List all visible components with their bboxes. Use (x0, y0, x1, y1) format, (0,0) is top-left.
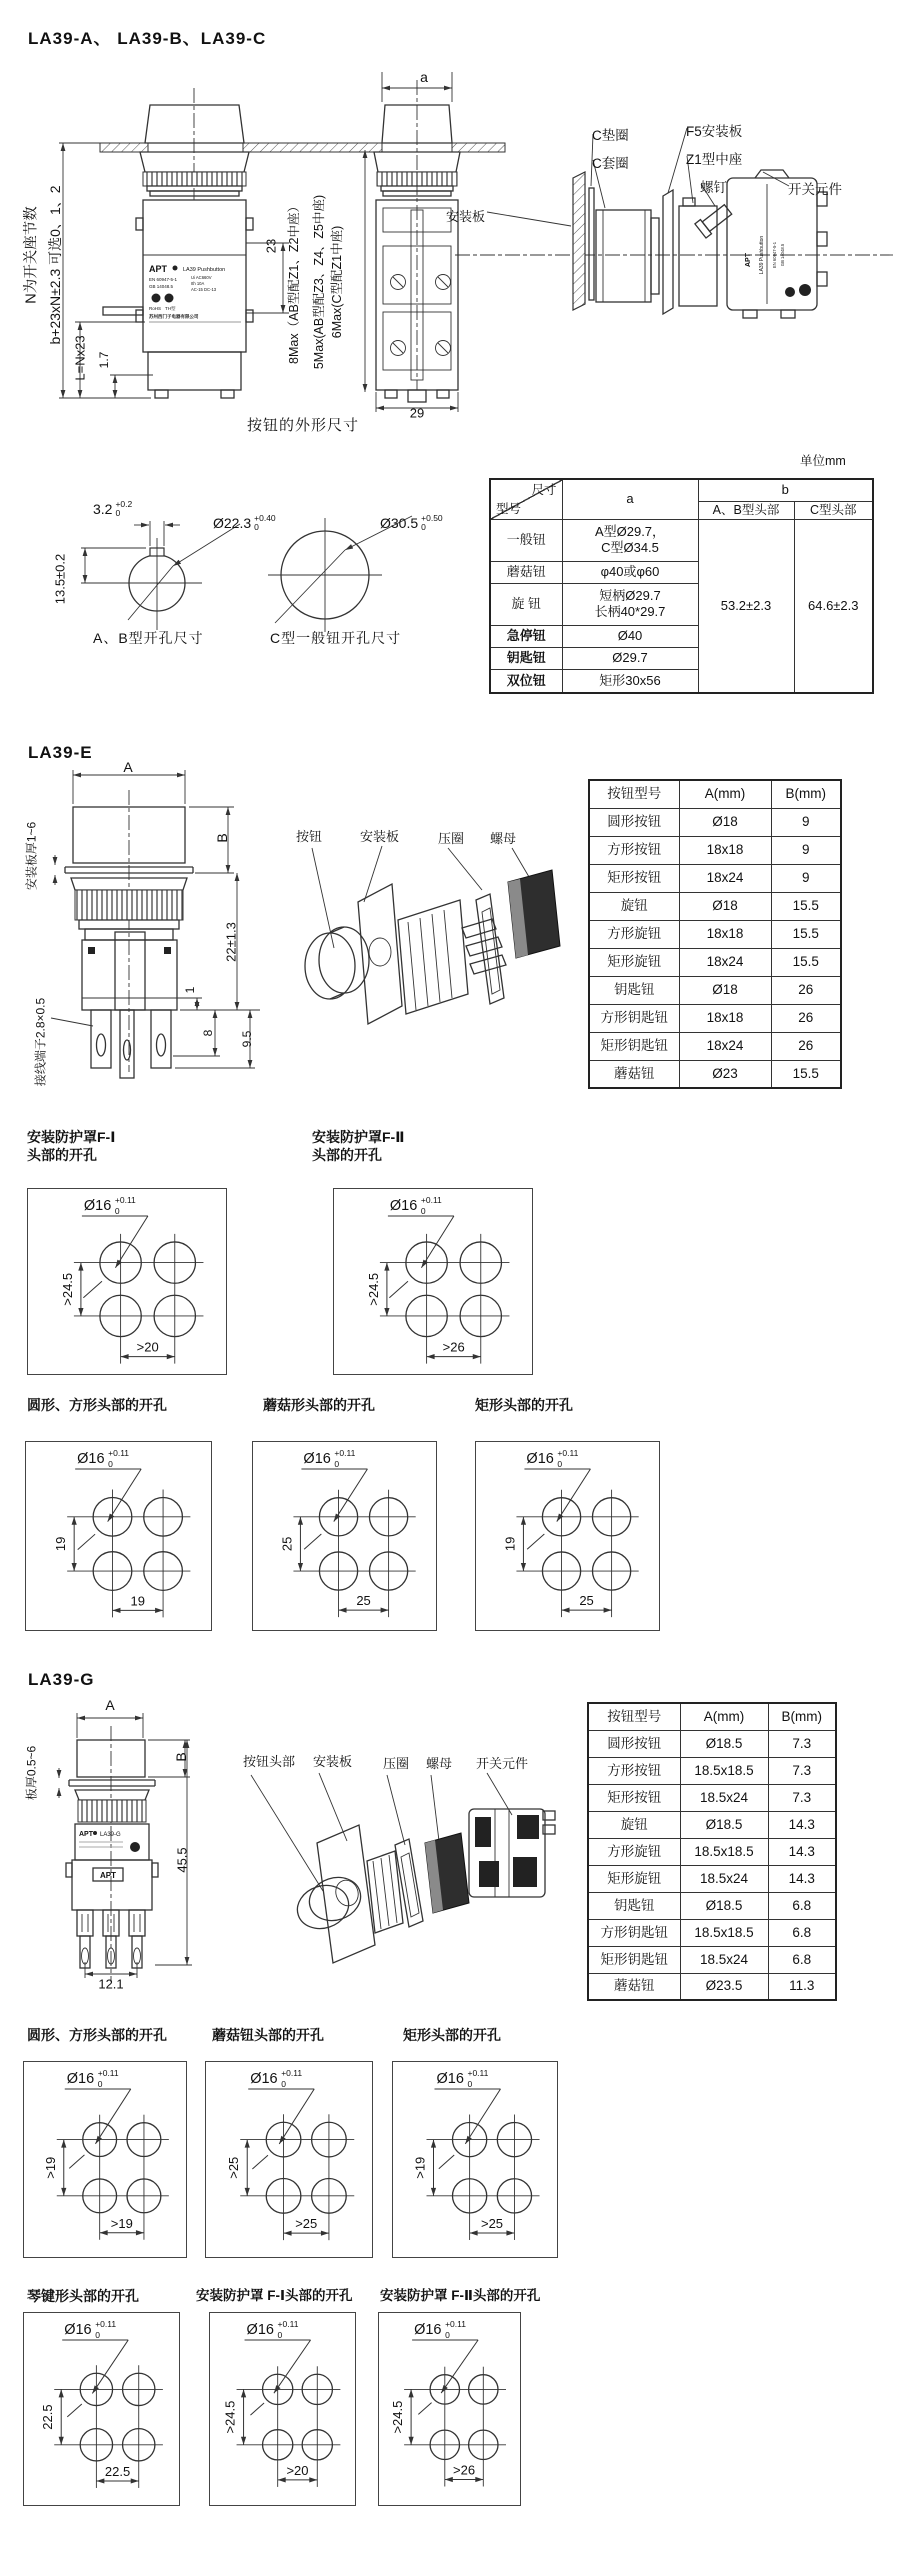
cell: Ø18 (679, 976, 771, 1004)
hole-ab-caption: A、B型开孔尺寸 (93, 630, 204, 646)
cell: 18x18 (679, 836, 771, 864)
drill-diameter-label: Ø16 (414, 2322, 442, 2338)
drill-diameter-label: Ø16 (389, 1198, 418, 1214)
drill-diagram (27, 1188, 227, 1375)
model-cell: 蘑菇钮 (490, 561, 562, 583)
table-row (589, 1004, 841, 1032)
dim-l-formula: L=Nx23 (72, 335, 88, 381)
a-cell: 短柄Ø29.7 长柄40*29.7 (562, 583, 698, 625)
cell: 旋钮 (589, 892, 679, 920)
cell: 7.3 (768, 1730, 836, 1757)
cell: 18.5x18.5 (680, 1919, 768, 1946)
drill-diameter-label: Ø16 (246, 2322, 274, 2338)
table-row (589, 948, 841, 976)
table-row (589, 836, 841, 864)
table-row (588, 1865, 836, 1892)
cell: 方形按钮 (588, 1757, 680, 1784)
drill-tolerance-bottom: 0 (334, 1459, 340, 1469)
abc-outline-drawing (15, 60, 900, 410)
cell: 15.5 (771, 948, 841, 976)
drill-vertical-dim: >24.5 (59, 1272, 75, 1306)
drill-vertical-dim: >19 (42, 2156, 58, 2179)
drill-diameter-label: Ø16 (66, 2071, 95, 2087)
e-label-button: 按钮 (296, 829, 323, 844)
cell: 14.3 (768, 1838, 836, 1865)
g-label-nut: 螺母 (426, 1756, 453, 1771)
cell: 18x24 (679, 1032, 771, 1060)
cell: Ø18 (679, 808, 771, 836)
corner-model-label: 型号 (496, 501, 522, 516)
drill-horizontal-dim: >20 (136, 1339, 159, 1355)
unit-note: 单位mm (800, 454, 846, 468)
col-header: A(mm) (679, 780, 771, 808)
model-cell: 钥匙钮 (490, 647, 562, 669)
drill-diameter-label: Ø16 (303, 1451, 331, 1467)
abc-dimension-table (489, 478, 874, 694)
e-label-plate: 安装板 (360, 829, 400, 844)
drill-tolerance-bottom: 0 (445, 2330, 450, 2340)
cell: 18x24 (679, 948, 771, 976)
switch-std1-marking: EN 60947-5-1 (772, 241, 777, 269)
drill-tolerance-top: +0.11 (277, 2319, 299, 2329)
e-label-nut: 螺母 (490, 831, 517, 846)
g-mid-marking: APT (100, 1871, 116, 1880)
cell: 26 (771, 976, 841, 1004)
cell: 18x18 (679, 920, 771, 948)
table-header-row (588, 1703, 836, 1730)
col-header-b1: A、B型头部 (698, 501, 794, 519)
drill-horizontal-dim: >20 (286, 2462, 309, 2478)
rating1-marking: Ui AC660V (191, 275, 212, 280)
drill-caption: 矩形头部的开孔 (403, 2027, 501, 2043)
e-exploded-drawing (290, 770, 600, 1040)
rohs-marking: RoHS (149, 306, 162, 311)
drill-diameter-label: Ø16 (77, 1451, 105, 1467)
rating2-marking: Ith 10A (191, 281, 205, 286)
cell: 26 (771, 1032, 841, 1060)
b1-value-cell: 53.2±2.3 (698, 519, 794, 693)
drill-tolerance-top: +0.11 (467, 2068, 489, 2078)
drill-horizontal-dim: 19 (130, 1593, 146, 1609)
drill-horizontal-dim: >26 (442, 1339, 465, 1355)
cell: 矩形钥匙钮 (588, 1946, 680, 1973)
drill-tolerance-top: +0.11 (445, 2319, 466, 2329)
cell: 钥匙钮 (588, 1892, 680, 1919)
g-model-marking: LA39-G (100, 1832, 121, 1838)
label-c-washer: C垫圈 (592, 128, 629, 143)
model-cell: 双位钮 (490, 669, 562, 693)
th-marking: TH型 (165, 306, 176, 311)
cell: Ø18.5 (680, 1811, 768, 1838)
corner-cell (490, 479, 562, 519)
drill-vertical-dim: >25 (226, 2156, 242, 2179)
drill-diagram (378, 2312, 521, 2506)
col-header: 按钮型号 (589, 780, 679, 808)
drill-tolerance-bottom: 0 (557, 1459, 563, 1469)
g-outline-drawing (15, 1700, 235, 1995)
drill-caption: 圆形、方形头部的开孔 (27, 2027, 167, 2043)
table-row (588, 1919, 836, 1946)
drill-diagram (209, 2312, 356, 2506)
table-row (589, 1060, 841, 1088)
e-dimension-table (588, 779, 842, 1089)
drill-diameter-label: Ø16 (64, 2322, 92, 2338)
drill-tolerance-top: +0.11 (281, 2068, 303, 2078)
label-switch-element: 开关元件 (788, 182, 842, 197)
dim-n-note: N为开关座节数 (23, 206, 40, 304)
drill-tolerance-top: +0.11 (334, 1448, 356, 1458)
e-dim-A: A (123, 759, 133, 775)
cell: 矩形按钮 (589, 864, 679, 892)
drill-vertical-dim: >24.5 (365, 1272, 381, 1306)
col-header-a: a (562, 479, 698, 519)
cell: 9 (771, 808, 841, 836)
cell: 方形旋钮 (589, 920, 679, 948)
section-title-abc: LA39-A、 LA39-B、LA39-C (28, 29, 267, 48)
drill-tolerance-top: +0.11 (97, 2068, 119, 2078)
drill-caption: 圆形、方形头部的开孔 (27, 1397, 167, 1413)
col-header: B(mm) (768, 1703, 836, 1730)
model-cell: 急停钮 (490, 625, 562, 647)
drill-caption: 蘑菇钮头部的开孔 (212, 2027, 324, 2043)
cell: Ø18 (679, 892, 771, 920)
e-label-ring: 压圈 (438, 831, 465, 846)
drill-vertical-dim: >24.5 (390, 2400, 406, 2434)
drill-caption: 安装防护罩 F-Ⅰ头部的开孔 (196, 2288, 353, 2303)
brand-marking: APT (149, 264, 167, 274)
e-dim-height: 22±1.3 (223, 922, 239, 962)
switch-std2-marking: GB 14048.5 (780, 243, 785, 267)
drill-horizontal-dim: 22.5 (104, 2463, 131, 2479)
drill-tolerance-bottom: 0 (467, 2079, 473, 2089)
drill-vertical-dim: 19 (502, 1536, 518, 1552)
g-dim-height: 45.5 (174, 1847, 190, 1873)
cell: 9 (771, 864, 841, 892)
hole-c-diameter: Ø30.5 +0.50 0 (380, 513, 443, 532)
table-header-row (490, 479, 873, 501)
a-cell: Ø29.7 (562, 647, 698, 669)
drill-tolerance-top: +0.11 (95, 2319, 117, 2329)
drill-vertical-dim: 25 (279, 1536, 295, 1552)
cell: 18x24 (679, 864, 771, 892)
col-header-b2: C型头部 (794, 501, 873, 519)
cell: 7.3 (768, 1757, 836, 1784)
drill-vertical-dim: >19 (412, 2156, 428, 2179)
cell: 钥匙钮 (589, 976, 679, 1004)
model-cell: 一般钮 (490, 519, 562, 561)
dim-23: 23 (263, 238, 279, 254)
col-header: B(mm) (771, 780, 841, 808)
drill-tolerance-top: +0.11 (108, 1448, 130, 1458)
cell: 26 (771, 1004, 841, 1032)
cell: 矩形旋钮 (588, 1865, 680, 1892)
rating3-marking: AC-15 DC-13 (191, 287, 217, 292)
cell: 15.5 (771, 892, 841, 920)
drill-caption: 安装防护罩F-Ⅱ 头部的开孔 (312, 1129, 405, 1163)
e-plate-thickness-label: 安装板厚1~6 (24, 821, 39, 891)
cell: 方形旋钮 (588, 1838, 680, 1865)
table-row (589, 864, 841, 892)
product-marking: LA39 Pushbutton (183, 267, 226, 273)
drill-diameter-label: Ø16 (83, 1198, 112, 1214)
cell: Ø18.5 (680, 1892, 768, 1919)
drill-caption: 安装防护罩 F-Ⅱ头部的开孔 (380, 2288, 541, 2303)
cell: 15.5 (771, 920, 841, 948)
cell: 15.5 (771, 1060, 841, 1088)
dim-a: a (420, 69, 428, 85)
cell: 9 (771, 836, 841, 864)
a-cell: φ40或φ60 (562, 561, 698, 583)
g-brand-marking: APT (79, 1831, 93, 1838)
cell: Ø23 (679, 1060, 771, 1088)
dim-29: 29 (409, 405, 425, 421)
cell: 圆形按钮 (588, 1730, 680, 1757)
table-row (588, 1784, 836, 1811)
e-dim-B: B (214, 833, 230, 843)
g-dim-B: B (173, 1752, 189, 1762)
hole-ab-diameter: Ø22.3 +0.40 0 (213, 513, 276, 532)
drill-caption: 矩形头部的开孔 (475, 1397, 573, 1413)
drill-diagram (252, 1441, 437, 1631)
cell: 矩形按钮 (588, 1784, 680, 1811)
hole-slot-dim: 3.2 +0.2 0 (93, 499, 133, 518)
cell: 圆形按钮 (589, 808, 679, 836)
table-row (589, 920, 841, 948)
drill-tolerance-bottom: 0 (277, 2330, 283, 2340)
std1-marking: EN 60947-5-1 (149, 277, 178, 282)
cell: Ø23.5 (680, 1973, 768, 2000)
col-header: 按钮型号 (588, 1703, 680, 1730)
table-row (490, 519, 873, 561)
std2-marking: GB 14048.5 (149, 284, 174, 289)
drill-horizontal-dim: 25 (356, 1593, 371, 1609)
drill-tolerance-bottom: 0 (97, 2079, 103, 2089)
hole-c-caption: C型一般钮开孔尺寸 (270, 630, 402, 646)
a-cell: Ø40 (562, 625, 698, 647)
cell: 蘑菇钮 (589, 1060, 679, 1088)
g-plate-thickness-label: 板厚0.5~6 (24, 1745, 39, 1801)
g-exploded-drawing (225, 1745, 555, 1990)
col-header-b: b (698, 479, 873, 501)
drill-vertical-dim: 19 (53, 1536, 69, 1552)
drill-horizontal-dim: >25 (295, 2216, 318, 2232)
drill-tolerance-bottom: 0 (114, 1206, 120, 1216)
cell: 矩形旋钮 (589, 948, 679, 976)
col-header: A(mm) (680, 1703, 768, 1730)
cell: 14.3 (768, 1865, 836, 1892)
dim-stack-8max: 8Max（AB型配Z1、Z2中座） (287, 200, 301, 364)
drill-diagram (205, 2061, 373, 2258)
e-dim-1: 1 (183, 986, 197, 994)
cell: 矩形钥匙钮 (589, 1032, 679, 1060)
drill-diameter-label: Ø16 (526, 1451, 554, 1467)
table-row (588, 1757, 836, 1784)
drill-caption: 安装防护罩F-Ⅰ 头部的开孔 (27, 1129, 116, 1163)
g-label-button-head: 按钮头部 (243, 1754, 296, 1769)
g-dim-width: 12.1 (98, 1976, 124, 1992)
drill-horizontal-dim: >25 (480, 2215, 504, 2231)
cell: 11.3 (768, 1973, 836, 2000)
drill-tolerance-bottom: 0 (281, 2079, 286, 2089)
table-row (589, 892, 841, 920)
table-row (588, 1946, 836, 1973)
drill-vertical-dim: >24.5 (222, 2400, 238, 2434)
drill-horizontal-dim: >26 (453, 2462, 476, 2478)
cell: 蘑菇钮 (588, 1973, 680, 2000)
a-cell: A型Ø29.7， C型Ø34.5 (562, 519, 698, 561)
cell: 方形按钮 (589, 836, 679, 864)
drill-diagram (392, 2061, 558, 2258)
cell: 18.5x18.5 (680, 1757, 768, 1784)
e-dim-9-5: 9.5 (240, 1030, 254, 1048)
drill-tolerance-bottom: 0 (95, 2330, 100, 2340)
table-row (589, 808, 841, 836)
cell: 旋钮 (588, 1811, 680, 1838)
hole-vertical-dim: 13.5±0.2 (52, 553, 68, 605)
label-screw: 螺钉 (700, 180, 727, 195)
table-row (588, 1973, 836, 2000)
outline-caption: 按钮的外形尺寸 (247, 417, 360, 434)
cell: 14.3 (768, 1811, 836, 1838)
label-c-collar: C套圈 (592, 156, 629, 171)
drill-diagram (25, 1441, 212, 1631)
drill-caption: 琴键形头部的开孔 (27, 2288, 139, 2304)
drill-diagram (23, 2312, 180, 2506)
cell: Ø18.5 (680, 1730, 768, 1757)
a-cell: 矩形30x56 (562, 669, 698, 693)
drill-tolerance-top: +0.11 (114, 1195, 136, 1205)
drill-diameter-label: Ø16 (436, 2071, 464, 2087)
drill-diameter-label: Ø16 (250, 2071, 278, 2087)
cell: 6.8 (768, 1946, 836, 1973)
company-marking: 苏州西门子电器有限公司 (149, 314, 199, 319)
e-terminal-label: 接线端子2.8×0.5 (33, 997, 48, 1087)
b2-value-cell: 64.6±2.3 (794, 519, 873, 693)
table-header-row (589, 780, 841, 808)
cell: 方形钥匙钮 (588, 1919, 680, 1946)
cell: 7.3 (768, 1784, 836, 1811)
drill-diagram (333, 1188, 533, 1375)
g-label-plate: 安装板 (313, 1754, 353, 1769)
drill-vertical-dim: 22.5 (40, 2404, 56, 2430)
cell: 18.5x24 (680, 1784, 768, 1811)
e-dim-8: 8 (201, 1029, 215, 1037)
g-label-ring: 压圈 (383, 1756, 410, 1771)
drill-diagram (23, 2061, 187, 2258)
g-dimension-table (587, 1702, 837, 2001)
g-label-switch-element: 开关元件 (476, 1756, 529, 1771)
cell: 18.5x24 (680, 1865, 768, 1892)
g-dim-A: A (105, 1697, 115, 1713)
cell: 18.5x24 (680, 1946, 768, 1973)
dim-1-7: 1.7 (97, 351, 111, 369)
cell: 6.8 (768, 1919, 836, 1946)
dim-stack-5max: 5Max(AB型配Z3、Z4、Z5中座) (312, 194, 326, 370)
drill-diagram (475, 1441, 660, 1631)
table-row (588, 1892, 836, 1919)
label-mounting-plate: 安装板 (446, 209, 486, 224)
table-row (589, 976, 841, 1004)
drill-horizontal-dim: 25 (579, 1593, 594, 1609)
section-title-e: LA39-E (28, 743, 93, 762)
label-z1-base: Z1型中座 (686, 152, 743, 167)
table-row (588, 1811, 836, 1838)
drill-tolerance-top: +0.11 (557, 1448, 579, 1458)
cell: 6.8 (768, 1892, 836, 1919)
table-row (588, 1838, 836, 1865)
cell: 方形钥匙钮 (589, 1004, 679, 1032)
cell: 18x18 (679, 1004, 771, 1032)
drill-tolerance-bottom: 0 (108, 1459, 113, 1469)
table-row (589, 1032, 841, 1060)
drill-tolerance-top: +0.11 (420, 1195, 442, 1205)
switch-brand-marking: APT (745, 253, 752, 267)
drill-horizontal-dim: >19 (110, 2215, 133, 2231)
drill-caption: 蘑菇形头部的开孔 (263, 1397, 375, 1413)
label-f5-plate: F5安装板 (686, 124, 743, 139)
dim-b-formula: b+23xN±2.3 可选0、1、2 (47, 185, 63, 345)
corner-dim-label: 尺寸 (531, 483, 557, 497)
model-cell: 旋 钮 (490, 583, 562, 625)
section-title-g: LA39-G (28, 1670, 95, 1689)
table-row (588, 1730, 836, 1757)
switch-product-marking: LA39 Pushbutton (759, 235, 765, 275)
drill-tolerance-bottom: 0 (420, 1206, 426, 1216)
dim-stack-6max: 6Max(C型配Z1中座) (330, 225, 344, 339)
cell: 18.5x18.5 (680, 1838, 768, 1865)
